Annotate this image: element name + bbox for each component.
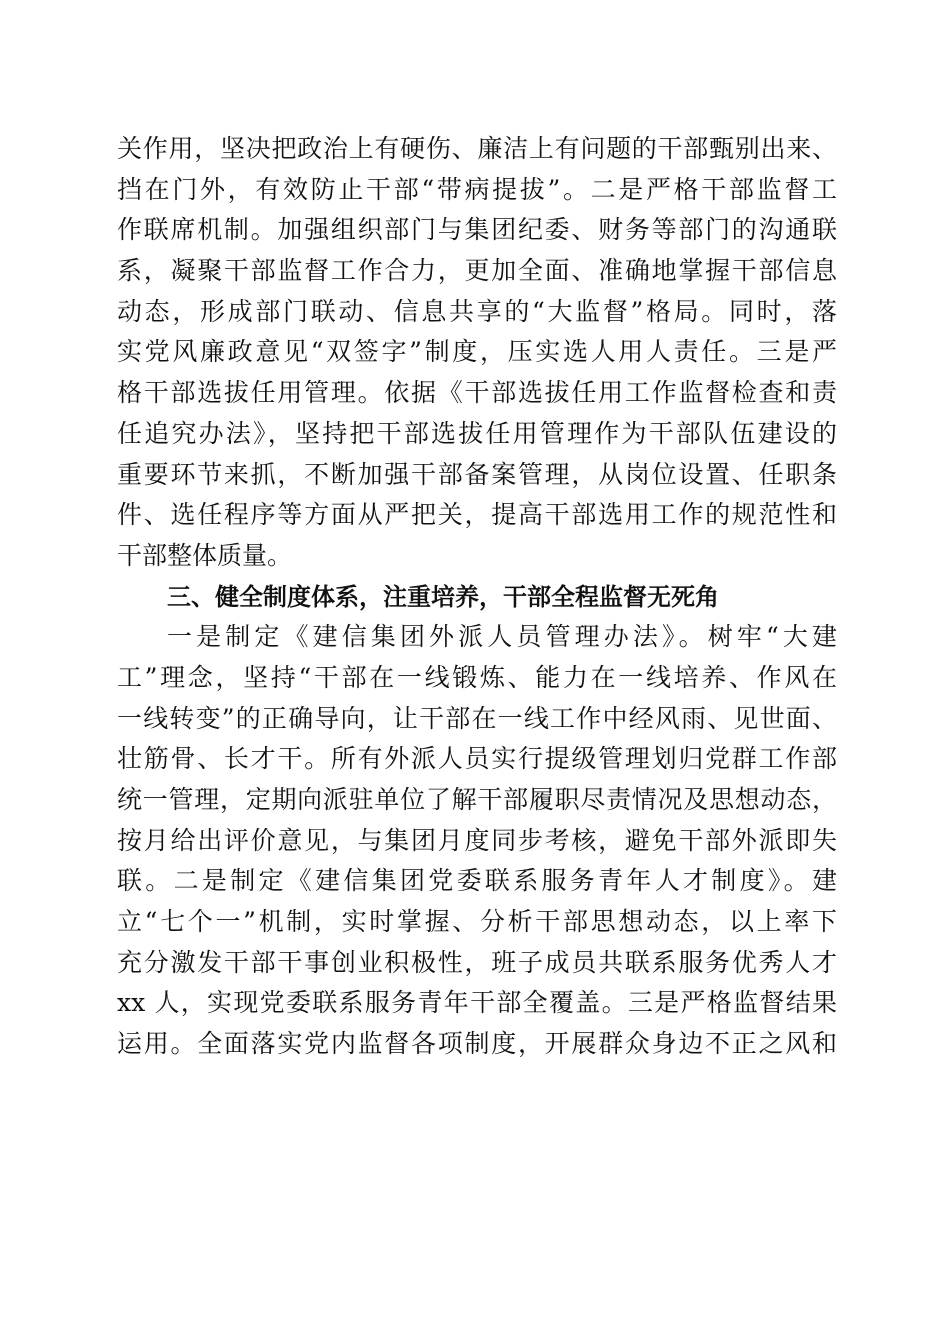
text-line: 重要环节来抓，不断加强干部备案管理，从岗位设置、任职条 [117,459,837,489]
text-line: 干部整体质量。 [117,540,293,570]
text-line: 运用。全面落实党内监督各项制度，开展群众身边不正之风和 [117,1029,837,1059]
text-line: 实党风廉政意见“双签字”制度，压实选人用人责任。三是严 [117,337,837,367]
text-line: 系，凝聚干部监督工作合力，更加全面、准确地掌握干部信息 [117,256,837,286]
text-line: 联。二是制定《建信集团党委联系服务青年人才制度》。建 [117,866,837,896]
text-line: 立“七个一”机制，实时掌握、分析干部思想动态，以上率下 [117,907,837,937]
text-line: 壮筋骨、长才干。所有外派人员实行提级管理划归党群工作部 [117,744,837,774]
text-line: 挡在门外，有效防止干部“带病提拔”。二是严格干部监督工 [117,174,837,204]
text-line: 动态，形成部门联动、信息共享的“大监督”格局。同时，落 [117,296,837,326]
section-heading: 三、健全制度体系，注重培养，干部全程监督无死角 [167,582,719,611]
text-line: 按月给出评价意见，与集团月度同步考核，避免干部外派即失 [117,825,837,855]
text-line: 工”理念，坚持“干部在一线锻炼、能力在一线培养、作风在 [117,662,837,692]
text-line: 件、选任程序等方面从严把关，提高干部选用工作的规范性和 [117,500,837,530]
text-line: 任追究办法》，坚持把干部选拔任用管理作为干部队伍建设的 [117,418,837,448]
text-line: 一是制定《建信集团外派人员管理办法》。树牢“大建 [167,622,837,652]
text-line: 充分激发干部干事创业积极性，班子成员共联系服务优秀人才 [117,947,837,977]
paragraph-2 [117,617,837,1065]
text-line: 关作用，坚决把政治上有硬伤、廉洁上有问题的干部甄别出来、 [117,134,837,163]
text-line: 一线转变”的正确导向，让干部在一线工作中经风雨、见世面、 [117,703,837,733]
document-body [117,129,837,1065]
text-line: 统一管理，定期向派驻单位了解干部履职尽责情况及思想动态， [117,785,837,814]
text-line: xx 人，实现党委联系服务青年干部全覆盖。三是严格监督结果 [117,988,837,1018]
paragraph-1 [117,129,837,577]
text-line: 格干部选拔任用管理。依据《干部选拔任用工作监督检查和责 [117,378,837,408]
text-line: 作联席机制。加强组织部门与集团纪委、财务等部门的沟通联 [117,215,837,245]
